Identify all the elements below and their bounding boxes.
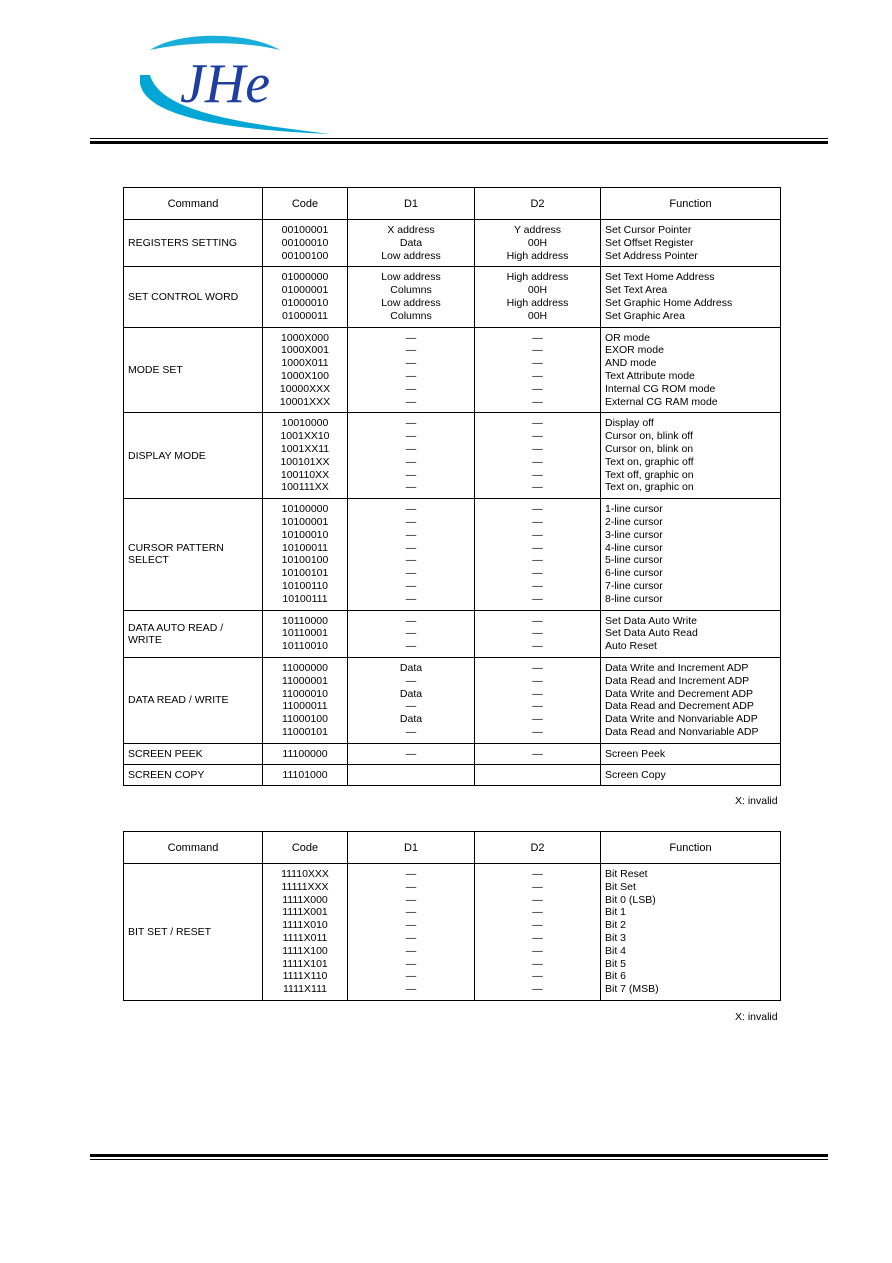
- d2-cell-line: —: [532, 369, 543, 382]
- header-code: Code: [263, 188, 348, 220]
- d2-cell-line: —: [532, 725, 543, 738]
- code-cell-line: 00100010: [281, 236, 329, 249]
- table-row: [124, 267, 781, 327]
- d2-cell-line: —: [532, 931, 543, 944]
- d1-cell-line: —: [405, 417, 417, 430]
- d2-cell-line: —: [532, 417, 543, 430]
- code-cell-line: 11000101: [282, 725, 328, 738]
- function-cell: [601, 764, 781, 785]
- d2-cell-line: —: [532, 528, 543, 541]
- function-cell-line: Bit 0 (LSB): [605, 893, 656, 906]
- function-cell-line: Screen Copy: [605, 768, 666, 781]
- d2-cell: [475, 610, 601, 657]
- function-cell: [601, 499, 781, 610]
- code-cell-line: 11000011: [282, 700, 328, 713]
- code-cell-line: 10110010: [282, 640, 328, 653]
- code-cell: [263, 610, 348, 657]
- d1-cell-line: —: [405, 640, 417, 653]
- function-cell-line: 2-line cursor: [605, 515, 663, 528]
- d2-cell-line: —: [532, 687, 543, 700]
- d2-cell: [475, 764, 601, 785]
- d2-cell-line: —: [532, 640, 543, 653]
- function-cell-line: Data Write and Increment ADP: [605, 661, 749, 674]
- d1-cell-line: —: [405, 983, 417, 996]
- header-code: Code: [263, 832, 348, 864]
- code-cell-line: 11100000: [282, 747, 328, 760]
- function-cell-line: Bit Reset: [605, 868, 648, 880]
- d1-cell: [348, 220, 475, 267]
- d2-cell-line: —: [532, 357, 543, 370]
- code-cell-line: 11000100: [282, 713, 328, 726]
- d2-cell: [475, 743, 601, 764]
- d1-cell-line: Data: [399, 713, 423, 726]
- function-cell-line: OR mode: [605, 331, 650, 344]
- code-cell-line: 1000X000: [281, 331, 329, 344]
- code-cell-line: 10100010: [281, 528, 329, 541]
- d2-cell-line: —: [532, 541, 543, 554]
- d2-cell: [475, 267, 601, 327]
- command-cell: DATA AUTO READ / WRITE: [124, 610, 263, 657]
- d2-cell-line: —: [532, 747, 543, 760]
- d2-cell-line: —: [532, 442, 543, 455]
- code-cell-line: 01000000: [281, 271, 329, 284]
- code-cell-line: 10100001: [281, 515, 329, 528]
- d1-cell-line: Columns: [390, 309, 432, 322]
- function-cell-line: 7-line cursor: [605, 579, 663, 592]
- code-cell: [263, 413, 348, 499]
- d2-cell-line: Y address: [513, 224, 562, 236]
- d1-cell-line: —: [405, 893, 417, 906]
- function-cell-line: Bit 1: [605, 906, 627, 919]
- code-cell-line: 10100110: [282, 579, 328, 592]
- d2-cell-line: —: [532, 592, 543, 605]
- d1-cell: [348, 327, 475, 413]
- function-cell-line: Data Write and Nonvariable ADP: [605, 713, 758, 726]
- code-cell: [263, 743, 348, 764]
- d2-cell-line: —: [532, 331, 543, 344]
- function-cell-line: 1-line cursor: [605, 503, 663, 516]
- code-cell-line: 1111X100: [282, 944, 328, 957]
- d2-cell-line: —: [532, 503, 543, 516]
- code-cell: [263, 864, 348, 1001]
- function-cell: [601, 267, 781, 327]
- code-cell: [263, 499, 348, 610]
- code-cell-line: 11110XXX: [281, 868, 329, 880]
- function-cell-line: Set Offset Register: [605, 236, 694, 249]
- function-cell-line: Text off, graphic on: [605, 468, 694, 481]
- code-cell-line: 11000010: [282, 687, 328, 700]
- d2-cell-line: —: [532, 567, 543, 580]
- d2-cell-line: —: [532, 970, 543, 983]
- function-cell-line: Bit 2: [605, 919, 627, 932]
- code-cell-line: 11111XXX: [281, 880, 329, 893]
- function-cell: [601, 743, 781, 764]
- header-command: Command: [124, 832, 263, 864]
- company-logo: [140, 30, 340, 140]
- d1-cell: [348, 764, 475, 785]
- code-cell-line: 10100101: [281, 567, 329, 580]
- header-d1: D1: [348, 832, 475, 864]
- d1-cell-line: —: [405, 919, 417, 932]
- function-cell-line: 4-line cursor: [605, 541, 663, 554]
- header-d1: D1: [348, 188, 475, 220]
- d2-cell-line: —: [532, 382, 543, 395]
- function-cell-line: Cursor on, blink on: [605, 442, 694, 455]
- code-cell: [263, 764, 348, 785]
- invalid-note: X: invalid: [735, 1011, 778, 1023]
- function-cell: [601, 413, 781, 499]
- code-cell-line: 1111X011: [282, 931, 328, 944]
- d2-cell-line: —: [532, 957, 543, 970]
- d1-cell-line: Low address: [381, 271, 441, 284]
- code-cell-line: 10001XXX: [279, 395, 331, 408]
- d2-cell: [475, 413, 601, 499]
- command-cell: SCREEN PEEK: [124, 743, 263, 764]
- code-cell-line: 1000X100: [281, 369, 329, 382]
- header-d2: D2: [475, 832, 601, 864]
- invalid-note: X: invalid: [735, 795, 778, 807]
- d2-cell-line: —: [532, 614, 543, 627]
- table-row: [124, 499, 781, 610]
- function-cell-line: Data Read and Nonvariable ADP: [605, 725, 759, 738]
- table-row: [124, 764, 781, 785]
- code-cell-line: 10100011: [282, 541, 328, 554]
- function-cell-line: 3-line cursor: [605, 528, 663, 541]
- d2-cell-line: —: [532, 627, 543, 640]
- code-cell-line: 1001XX11: [280, 442, 330, 455]
- header-rule: [90, 138, 828, 144]
- function-cell-line: 8-line cursor: [605, 592, 663, 605]
- d1-cell-line: —: [405, 455, 417, 468]
- command-table-main: [123, 187, 781, 786]
- table-row: [124, 327, 781, 413]
- code-cell-line: 10100000: [281, 503, 329, 516]
- function-cell-line: Text on, graphic on: [605, 481, 694, 494]
- d1-cell-line: —: [405, 395, 417, 408]
- d1-cell-line: —: [405, 674, 417, 687]
- code-cell-line: 1000X001: [281, 344, 329, 357]
- table-row: [124, 657, 781, 743]
- code-cell: [263, 327, 348, 413]
- function-cell-line: Set Address Pointer: [605, 249, 698, 262]
- code-cell-line: 10110000: [282, 614, 328, 627]
- function-cell-line: Data Read and Decrement ADP: [605, 700, 754, 713]
- code-cell-line: 10100111: [282, 592, 328, 605]
- d1-cell: [348, 499, 475, 610]
- function-cell-line: Screen Peek: [605, 747, 666, 760]
- d1-cell-line: —: [405, 747, 417, 760]
- svg-text:JHe: JHe: [180, 53, 271, 115]
- d1-cell-line: —: [405, 957, 417, 970]
- d2-cell: [475, 864, 601, 1001]
- d2-cell-line: —: [532, 515, 543, 528]
- code-cell-line: 1111X111: [283, 983, 327, 996]
- d1-cell: [348, 657, 475, 743]
- d1-cell-line: —: [405, 541, 417, 554]
- command-cell: DATA READ / WRITE: [124, 657, 263, 743]
- function-cell-line: Bit Set: [605, 880, 636, 893]
- d2-cell-line: —: [532, 906, 543, 919]
- d1-cell-line: —: [405, 880, 417, 893]
- d1-cell-line: —: [405, 592, 417, 605]
- function-cell-line: Bit 7 (MSB): [605, 983, 659, 996]
- d1-cell-line: —: [405, 725, 417, 738]
- d1-cell-line: —: [405, 906, 417, 919]
- function-cell-line: Display off: [605, 417, 654, 430]
- footer-rule: [90, 1154, 828, 1162]
- function-cell-line: Data Write and Decrement ADP: [605, 687, 754, 700]
- d2-cell-line: 00H: [527, 309, 548, 322]
- d1-cell-line: Low address: [381, 296, 441, 309]
- function-cell-line: Set Text Home Address: [605, 271, 715, 284]
- code-cell-line: 11000000: [282, 661, 328, 674]
- d1-cell-line: X address: [387, 224, 435, 236]
- d1-cell: [348, 610, 475, 657]
- command-cell: SCREEN COPY: [124, 764, 263, 785]
- d1-cell-line: Low address: [381, 249, 441, 262]
- d1-cell-line: —: [405, 430, 417, 443]
- code-cell: [263, 657, 348, 743]
- d1-cell-line: —: [405, 554, 417, 567]
- table-row: [124, 413, 781, 499]
- function-cell-line: 6-line cursor: [605, 567, 663, 580]
- d1-cell-line: —: [405, 331, 417, 344]
- d1-cell-line: —: [405, 357, 417, 370]
- function-cell: [601, 220, 781, 267]
- code-cell-line: 1001XX10: [280, 430, 330, 443]
- code-cell-line: 1111X101: [282, 957, 328, 970]
- header-function: Function: [601, 188, 781, 220]
- d2-cell-line: —: [532, 554, 543, 567]
- command-table-bit: [123, 831, 781, 1001]
- d2-cell-line: High address: [506, 296, 569, 309]
- function-cell-line: Bit 3: [605, 931, 627, 944]
- code-cell-line: 11000001: [282, 674, 328, 687]
- function-cell-line: 5-line cursor: [605, 554, 663, 567]
- d2-cell-line: —: [532, 983, 543, 996]
- code-cell-line: 1111X000: [282, 893, 328, 906]
- d1-cell-line: —: [405, 868, 417, 880]
- d2-cell: [475, 220, 601, 267]
- code-cell-line: 10110001: [282, 627, 328, 640]
- d1-cell-line: —: [405, 468, 417, 481]
- function-cell-line: EXOR mode: [605, 344, 664, 357]
- d1-cell-line: —: [405, 614, 417, 627]
- function-cell: [601, 327, 781, 413]
- d1-cell-line: —: [405, 700, 417, 713]
- d2-cell-line: High address: [506, 271, 569, 284]
- function-cell-line: Cursor on, blink off: [605, 430, 693, 443]
- code-cell-line: 10010000: [281, 417, 329, 430]
- code-cell: [263, 267, 348, 327]
- code-cell-line: 1111X110: [282, 970, 328, 983]
- code-cell-line: 1111X010: [282, 919, 328, 932]
- d1-cell-line: —: [405, 627, 417, 640]
- d1-cell: [348, 413, 475, 499]
- command-cell: REGISTERS SETTING: [124, 220, 263, 267]
- d1-cell-line: Data: [399, 236, 423, 249]
- d2-cell-line: —: [532, 713, 543, 726]
- code-cell-line: 100101XX: [280, 455, 330, 468]
- d2-cell-line: —: [532, 919, 543, 932]
- d2-cell-line: —: [532, 700, 543, 713]
- d1-cell: [348, 267, 475, 327]
- code-cell: [263, 220, 348, 267]
- function-cell-line: Text Attribute mode: [605, 369, 695, 382]
- code-cell-line: 100111XX: [281, 481, 329, 494]
- code-cell-line: 01000001: [281, 284, 329, 297]
- code-cell-line: 10100100: [281, 554, 329, 567]
- function-cell: [601, 864, 781, 1001]
- function-cell-line: Auto Reset: [605, 640, 657, 653]
- d2-cell-line: —: [532, 579, 543, 592]
- d1-cell-line: —: [405, 503, 417, 516]
- command-cell: BIT SET / RESET: [124, 864, 263, 1001]
- header-command: Command: [124, 188, 263, 220]
- code-cell-line: 10000XXX: [279, 382, 331, 395]
- code-cell-line: 1111X001: [282, 906, 328, 919]
- d2-cell: [475, 327, 601, 413]
- table-row: [124, 220, 781, 267]
- table-row: [124, 610, 781, 657]
- d2-cell-line: —: [532, 944, 543, 957]
- function-cell-line: Set Graphic Home Address: [605, 296, 733, 309]
- function-cell: [601, 657, 781, 743]
- d1-cell-line: —: [405, 382, 417, 395]
- function-cell-line: Set Data Auto Write: [605, 614, 698, 627]
- d2-cell-line: —: [532, 430, 543, 443]
- d2-cell-line: —: [532, 455, 543, 468]
- d1-cell-line: —: [405, 528, 417, 541]
- code-cell-line: 01000011: [282, 309, 328, 322]
- function-cell-line: Text on, graphic off: [605, 455, 694, 468]
- header-function: Function: [601, 832, 781, 864]
- d2-cell-line: —: [532, 468, 543, 481]
- d1-cell-line: —: [405, 944, 417, 957]
- d1-cell: [348, 743, 475, 764]
- function-cell-line: AND mode: [605, 357, 657, 370]
- table-header-row: [124, 188, 781, 220]
- function-cell-line: Internal CG ROM mode: [605, 382, 716, 395]
- d2-cell-line: 00H: [527, 284, 548, 297]
- function-cell-line: Set Cursor Pointer: [605, 224, 692, 236]
- d1-cell-line: —: [405, 442, 417, 455]
- command-cell: DISPLAY MODE: [124, 413, 263, 499]
- d1-cell-line: —: [405, 369, 417, 382]
- table-header-row: [124, 832, 781, 864]
- d2-cell-line: High address: [506, 249, 569, 262]
- code-cell-line: 00100100: [281, 249, 329, 262]
- d2-cell: [475, 499, 601, 610]
- function-cell-line: Data Read and Increment ADP: [605, 674, 750, 687]
- d2-cell-line: —: [532, 893, 543, 906]
- function-cell-line: Set Graphic Area: [605, 309, 685, 322]
- d2-cell-line: —: [532, 674, 543, 687]
- d2-cell-line: —: [532, 661, 543, 674]
- header-d2: D2: [475, 188, 601, 220]
- table-row: [124, 864, 781, 1001]
- function-cell-line: Bit 6: [605, 970, 627, 983]
- d1-cell: [348, 864, 475, 1001]
- function-cell-line: Set Data Auto Read: [605, 627, 698, 640]
- d2-cell-line: —: [532, 481, 543, 494]
- function-cell: [601, 610, 781, 657]
- d1-cell-line: —: [405, 515, 417, 528]
- d2-cell-line: —: [532, 395, 543, 408]
- function-cell-line: Set Text Area: [605, 284, 668, 297]
- d2-cell-line: —: [532, 868, 543, 880]
- code-cell-line: 100110XX: [280, 468, 330, 481]
- table-row: [124, 743, 781, 764]
- code-cell-line: 00100001: [281, 224, 329, 236]
- function-cell-line: Bit 5: [605, 957, 627, 970]
- d1-cell-line: —: [405, 579, 417, 592]
- d1-cell-line: Data: [399, 687, 423, 700]
- d2-cell-line: —: [532, 880, 543, 893]
- jhe-logo-icon: [140, 30, 340, 140]
- code-cell-line: 01000010: [281, 296, 329, 309]
- command-cell: MODE SET: [124, 327, 263, 413]
- d1-cell-line: —: [405, 567, 417, 580]
- command-cell: CURSOR PATTERN SELECT: [124, 499, 263, 610]
- code-cell-line: 11101000: [282, 768, 328, 781]
- d1-cell-line: —: [405, 970, 417, 983]
- d1-cell-line: —: [405, 481, 417, 494]
- function-cell-line: External CG RAM mode: [605, 395, 718, 408]
- d2-cell: [475, 657, 601, 743]
- d1-cell-line: —: [405, 931, 417, 944]
- command-cell: SET CONTROL WORD: [124, 267, 263, 327]
- d2-cell-line: —: [532, 344, 543, 357]
- function-cell-line: Bit 4: [605, 944, 627, 957]
- d1-cell-line: Data: [399, 661, 423, 674]
- d1-cell-line: —: [405, 344, 417, 357]
- d2-cell-line: 00H: [527, 236, 548, 249]
- d1-cell-line: Columns: [390, 284, 432, 297]
- code-cell-line: 1000X011: [281, 357, 329, 370]
